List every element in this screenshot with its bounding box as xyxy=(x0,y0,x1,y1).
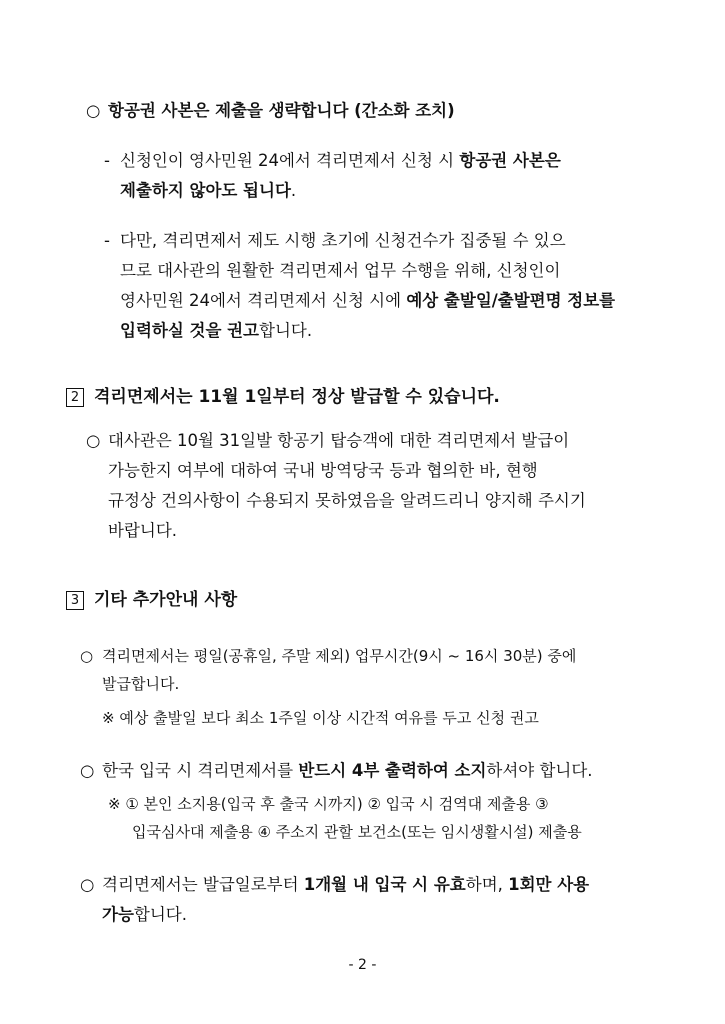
para-text: 바랍니다. xyxy=(108,521,178,540)
sec2-body xyxy=(86,426,586,546)
para-emph: 예상 출발일/출발편명 정보를 xyxy=(406,291,616,310)
note-text: ※ 예상 출발일 보다 최소 1주일 이상 시간적 여유를 두고 신청 권고 xyxy=(102,709,539,727)
sec1-heading xyxy=(86,96,455,126)
circle-bullet: ○ xyxy=(80,761,95,780)
section-number-box: 3 xyxy=(66,591,84,610)
para-text: 합니다. xyxy=(133,905,187,924)
para-text: 다만, 격리면제서 제도 시행 초기에 신청건수가 집중될 수 있으 xyxy=(120,231,566,250)
circle-bullet: ○ xyxy=(80,875,95,894)
sec1-title: 항공권 사본은 제출을 생략합니다 xyxy=(108,101,349,120)
para-emph: 1개월 내 입국 시 유효 xyxy=(303,875,466,894)
note-text: ※ ① 본인 소지용(입국 후 출국 시까지) ② 입국 시 검역대 제출용 ③ xyxy=(108,795,549,813)
para-text: 합니다. xyxy=(259,321,313,340)
circle-bullet: ○ xyxy=(80,647,94,665)
para-text: 격리면제서는 평일(공휴일, 주말 제외) 업무시간(9시 ~ 16시 30분) 중에 xyxy=(102,647,577,665)
para-text: 규정상 건의사항이 수용되지 못하였음을 알려드리니 양지해 주시기 xyxy=(108,491,586,510)
sec1-para2 xyxy=(104,226,615,346)
para-text: 대사관은 10월 31일발 항공기 탑승객에 대한 격리면제서 발급이 xyxy=(108,431,570,450)
sec3-title: 기타 추가안내 사항 xyxy=(94,590,238,610)
para-text: 격리면제서는 발급일로부터 xyxy=(102,875,304,894)
sec1-para1 xyxy=(104,146,561,206)
para-text: 신청인이 영사민원 24에서 격리면제서 신청 시 xyxy=(120,151,460,170)
para-emph: 가능 xyxy=(102,905,134,924)
dash-bullet: - xyxy=(104,151,110,170)
sec3-heading xyxy=(66,587,237,613)
sec2-title: 격리면제서는 11월 1일부터 정상 발급할 수 있습니다. xyxy=(94,387,500,407)
sec2-heading xyxy=(66,384,500,410)
circle-bullet: ○ xyxy=(86,431,101,450)
sec3-item1 xyxy=(80,642,576,732)
page-number: - 2 - xyxy=(348,957,377,973)
para-emph: 1회만 사용 xyxy=(508,875,590,894)
sec1-title-note: (간소화 조치) xyxy=(348,101,455,120)
dash-bullet: - xyxy=(104,231,110,250)
para-text: 하며, xyxy=(465,875,509,894)
para-text: . xyxy=(290,181,297,200)
para-emph: 반드시 4부 출력하여 소지 xyxy=(298,761,487,780)
circle-bullet: ○ xyxy=(86,101,101,120)
note-text: 입국심사대 제출용 ④ 주소지 관할 보건소(또는 임시생활시설) 제출용 xyxy=(132,823,582,841)
section-number-box: 2 xyxy=(66,388,84,407)
para-text: 한국 입국 시 격리면제서를 xyxy=(102,761,299,780)
sec3-item2 xyxy=(80,756,593,846)
para-text: 가능한지 여부에 대하여 국내 방역당국 등과 협의한 바, 현행 xyxy=(108,461,538,480)
para-emph: 입력하실 것을 권고 xyxy=(120,321,260,340)
para-text: 영사민원 24에서 격리면제서 신청 시에 xyxy=(120,291,407,310)
para-text: 발급합니다. xyxy=(102,675,180,693)
para-emph: 제출하지 않아도 됩니다 xyxy=(120,181,291,200)
para-emph: 항공권 사본은 xyxy=(459,151,561,170)
para-text: 하셔야 합니다. xyxy=(486,761,593,780)
sec3-item3 xyxy=(80,870,589,930)
para-text: 므로 대사관의 원활한 격리면제서 업무 수행을 위해, 신청인이 xyxy=(120,261,561,280)
